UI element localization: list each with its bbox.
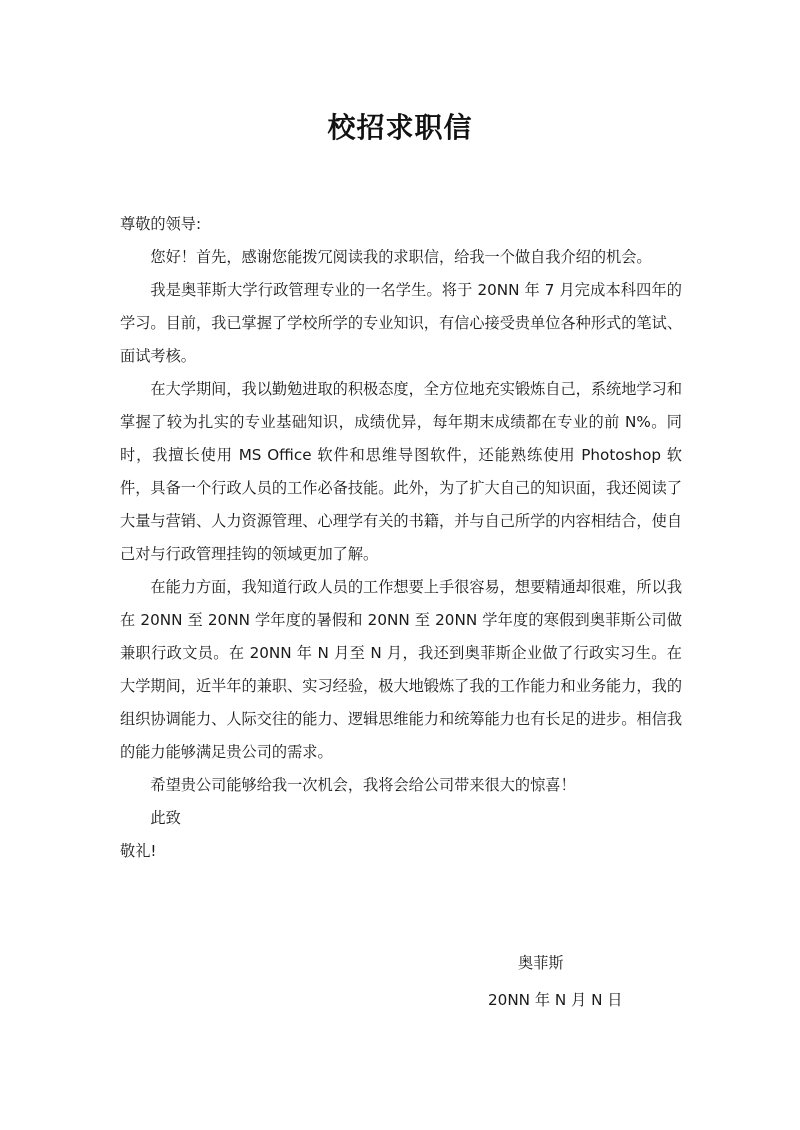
paragraph-work-experience: 在能力方面，我知道行政人员的工作想要上手很容易，想要精通却很难，所以我在 20NN 至 20NN 学年度的暑假和 20NN 至 20NN 学年度的寒假到奥菲斯公司做兼职行政文员。在 20NN 年 N 月至 N 月，我还到奥菲斯企业做了行政实习生。在大学期间，近半年的兼职、实习经验，极大地锻炼了我的工作能力和业务能力，我的组织协调能力、人际交往的能力、逻辑思维能力和统筹能力也有长足的进步。相信我的能力能够满足贵公司的需求。 — [120, 578, 682, 761]
signature-name: 奥菲斯 — [518, 954, 564, 972]
paragraph-introduction: 我是奥菲斯大学行政管理专业的一名学生。将于 20NN 年 7 月完成本科四年的学习。目前，我已掌握了学校所学的专业知识，有信心接受贵单位各种形式的笔试、面试考核。 — [120, 281, 682, 365]
paragraph-request: 希望贵公司能够给我一次机会，我将会给公司带来很大的惊喜！ — [150, 776, 576, 794]
signature-date: 20NN 年 N 月 N 日 — [488, 991, 623, 1009]
closing-respectfully: 此致 — [150, 809, 181, 827]
letter-body — [120, 208, 682, 868]
signature-block — [440, 945, 680, 1019]
letter-title: 校招求职信 — [327, 111, 473, 144]
closing-salute: 敬礼! — [120, 842, 157, 860]
paragraph-greeting: 您好！首先，感谢您能拨冗阅读我的求职信，给我一个做自我介绍的机会。 — [150, 248, 652, 266]
salutation: 尊敬的领导: — [120, 215, 202, 233]
paragraph-university-study: 在大学期间，我以勤勉进取的积极态度，全方位地充实锻炼自己，系统地学习和掌握了较为扎实的专业基础知识，成绩优异，每年期末成绩都在专业的前 N%。同时，我擅长使用 MS Office 软件和思维导图软件，还能熟练使用 Photoshop 软件，具备一个行政人员的工作必备技能。此外，为了扩大自己的知识面，我还阅读了大量与营销、人力资源管理、心理学有关的书籍，并与自己所学的内容相结合，使自己对与行政管理挂钩的领域更加了解。 — [120, 380, 682, 563]
